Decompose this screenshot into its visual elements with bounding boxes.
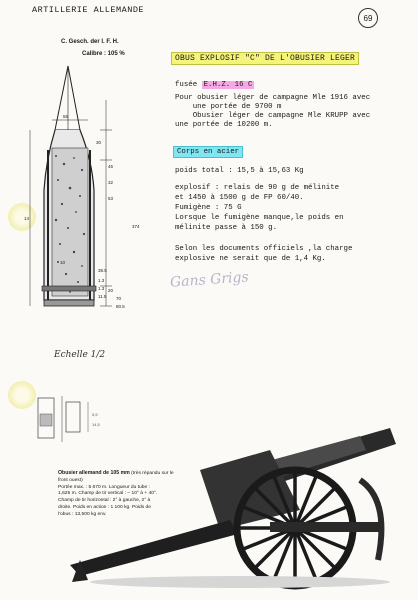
note-line-1: Selon les documents officiels ,la charge [175,245,353,253]
fuse-value: E.H.Z. 16 C [203,81,253,89]
svg-text:14,5: 14,5 [92,422,100,427]
photo-caption [58,470,180,519]
dim-label: 14 [24,216,30,221]
weight-line: poids total : 15,5 à 15,63 Kg [175,167,304,175]
photo-caption-line: Champ de tir horizontal : 2° à gauche, 2° à [58,498,151,504]
explosive-line-2: et 1450 à 1500 g de FP 60/40. [175,194,304,202]
fuse-line-3: Obusier léger de campagne Mle KRUPP avec [175,112,371,120]
body-title: Corps en acier [173,146,243,158]
dim-label: 53 [108,196,114,201]
howitzer-trail [70,520,238,576]
dim-label: 55 [63,114,69,119]
fuse-line [175,81,254,90]
shell-drawing [0,60,165,340]
dim-label: 80.5 [116,304,125,309]
page-number: 69 [358,8,378,28]
explosive-line-1: explosif : relais de 90 g de mélinite [175,184,340,192]
photo-caption-line: l'obus : 13,500 kg env. [58,511,107,517]
photo-caption-line: 1,625 m. Champ de tir vertical : − 10° à + 40°. [58,491,158,497]
photo-caption-title: Obusier allemand de 105 mm [58,470,130,476]
photo-caption-line: droite. Poids en action : 1 100 kg. Poids de [58,504,151,510]
handwritten-note: Gans Grigs [169,269,250,291]
note-line-2: explosive ne serait que de 1,4 Kg. [175,255,326,263]
shell-nose [55,66,80,130]
photo-caption-suffix: (très répandu sur le front ouest) [58,471,174,483]
header-title: ARTILLERIE ALLEMANDE [32,5,145,15]
fuse-line-4: une portée de 10200 m. [175,121,273,129]
dim-label: 70 [116,296,122,301]
dim-label: 1.3 [98,286,105,291]
fuse-label: fusée [175,81,198,89]
fuse-line-1: Pour obusier léger de campagne Mle 1916 avec [175,94,371,102]
dim-label: 1.3 [98,278,105,283]
svg-text:5,5: 5,5 [92,412,98,417]
fuse-line-2: une portée de 9700 m [175,103,282,111]
explosive-line-3: Fumigène : 75 G [175,204,242,212]
shell-title: OBUS EXPLOSIF "C" DE L'OBUSIER LEGER [171,52,359,65]
explosive-line-5: mélinite passe à 150 g. [175,224,278,232]
drawing-calibre: Calibre : 105 % [82,51,125,57]
photo-caption-line: Portée max. : 5 670 m. Longueur du tube : [58,484,150,490]
dim-label: 30 [96,140,102,145]
dim-label: 374 [132,224,140,229]
driving-band [42,286,96,291]
dim-label: 45 [108,164,114,169]
dim-label: 11.5 [98,294,107,299]
dim-label: 10 [60,260,66,265]
drawing-caption: C. Gesch. der l. F. H. [61,39,119,45]
shell-base [44,300,94,306]
dim-label: 38.5 [98,268,107,273]
dim-label: 32 [108,180,114,185]
dim-label: 20 [108,288,114,293]
explosive-line-4: Lorsque le fumigène manque,le poids en [175,214,344,222]
scale-label: Echelle 1/2 [54,350,106,360]
